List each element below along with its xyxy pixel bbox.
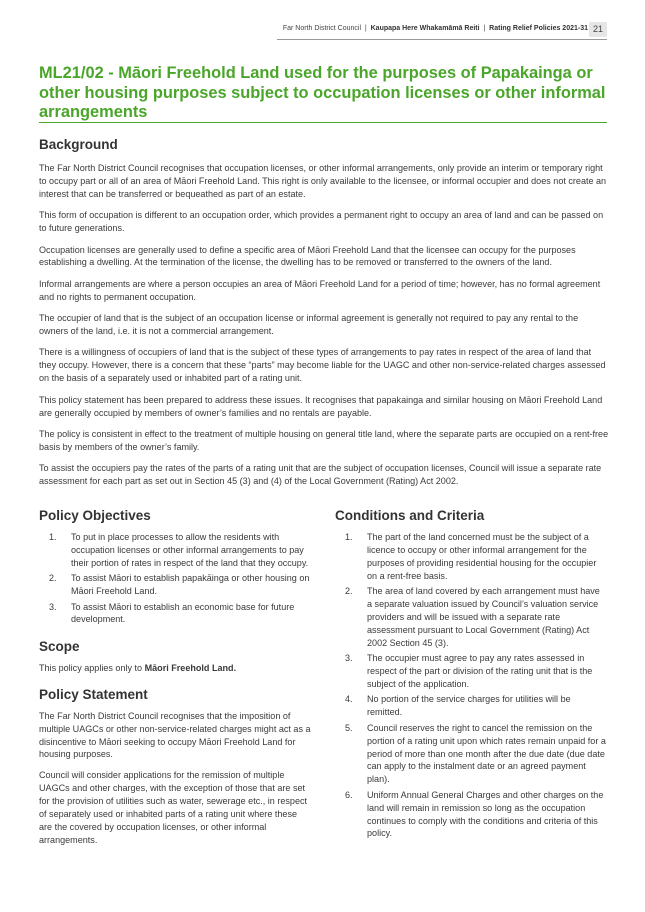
list-item [335, 722, 607, 787]
policy-objectives-heading: Policy Objectives [39, 508, 151, 523]
background-paragraph: To assist the occupiers pay the rates of the parts of a rating unit that are the subject of occupation licenses, Council will issue a separate rate assessment for each part as set out in Section 45 (3) and (4) of the Local Government (Rating) Act 2002. [39, 463, 602, 487]
header-maori-title: Kaupapa Here Whakamāmā Reiti [370, 25, 480, 32]
background-paragraph: The policy is consistent in effect to the treatment of multiple housing on general title land, where the separate parts are occupied on a rent-free basis by members of the owner’s family. [39, 429, 609, 452]
header-separator: | [364, 25, 367, 32]
list-text: Council reserves the right to cancel the remission on the portion of a rating unit upon which rates remain unpaid for a period of more than one month after the due date (due date can apply to the instalment date or an agreed payment plan). [367, 722, 606, 785]
header-text [283, 25, 588, 32]
header-doc-title: Rating Relief Policies 2021-31 [489, 25, 588, 32]
background-heading: Background [39, 137, 118, 152]
background-paragraph: The occupier of land that is the subject of an occupation license or informal agreement is generally not required to pay any rental to the owners of the land, i.e. it is not a commercial arrangement. [39, 313, 579, 337]
list-text: The part of the land concerned must be the subject of a licence to occupy or other informal arrangement for the purposes of providing residential housing for the occupier on a rent-free basis. [367, 532, 597, 581]
policy-statement-paragraph: The Far North District Council recognises that the imposition of multiple UAGCs or other non-service-related charges might act as a disincentive to Māori seeking to occupy Māori Freehold Land for housing purposes. [39, 710, 311, 760]
policy-statement-heading: Policy Statement [39, 686, 148, 702]
list-number: 1. [49, 532, 57, 542]
page-title: ML21/02 - Māori Freehold Land used for the purposes of Papakainga or other housing purposes subject to occupation licenses or other informal arrangements [39, 64, 606, 121]
list-text: To assist Māori to establish papakāinga or other housing on Māori Freehold Land. [71, 573, 310, 597]
list-item [39, 601, 311, 627]
list-text: Uniform Annual General Charges and other charges on the land will remain in remission so long as the occupation continues to comply with the conditions and criteria of this policy. [367, 789, 604, 839]
page-number: 21 [589, 22, 607, 37]
list-item [335, 693, 607, 719]
list-text: The area of land covered by each arrangement must have a separate valuation issued by Council’s valuation service providers and will be issued with a separate rate assessment pursuant to Local Government (Rating) Act 2002 Section 45 (3). [367, 586, 600, 648]
list-item [39, 572, 311, 598]
title-rule [39, 122, 607, 123]
scope-text-prefix: This policy applies only to [39, 662, 145, 673]
header-org: Far North District Council [282, 25, 362, 32]
left-column [39, 508, 311, 855]
right-column [335, 508, 607, 843]
list-item [335, 585, 607, 650]
list-number: 1. [345, 532, 353, 542]
list-text: No portion of the service charges for utilities will be remitted. [367, 694, 571, 718]
list-text: To put in place processes to allow the residents with occupation licenses or other informal arrangements to pay their portion of rates in respect of the land that they occupy. [71, 532, 309, 568]
list-number: 2. [345, 586, 353, 597]
list-item [39, 531, 311, 570]
list-number: 5. [345, 722, 353, 733]
list-item [335, 789, 607, 841]
page-header [0, 22, 645, 40]
scope-text [39, 662, 311, 675]
background-body [39, 162, 609, 497]
background-paragraph: The Far North District Council recognises that occupation licenses, or other informal arrangements, only provide an interim or temporary right to occupy part or all of an area of Māori Freehold Land. This right is only available to the licensee, or informal occupier and does not create an interest that can be transferred or bequeathed as part of an estate. [39, 163, 607, 199]
header-separator: | [483, 25, 486, 32]
background-paragraph: This form of occupation is different to an occupation order, which provides a permanent right to occupy an area of land and can be passed on to future generations. [39, 210, 604, 234]
background-paragraph: There is a willingness of occupiers of land that is the subject of these types of arrangements to pay rates in respect of the area of land that they occupy. However, there is a concern that these “parts” may become liable for the UAGC and other non-service-related charges assessed on the basis of a separately used or inhabited part of a rating unit. [39, 347, 606, 384]
list-item [335, 652, 607, 691]
list-number: 2. [49, 573, 57, 584]
background-paragraph: Occupation licenses are generally used to define a specific area of Māori Freehold Land that the licensee can occupy for the purposes establishing a dwelling. At the termination of the license, the dwelling has to be removed or transferred to the owners of the land. [39, 244, 576, 268]
conditions-heading: Conditions and Criteria [335, 508, 485, 523]
list-item [335, 531, 607, 583]
policy-objectives-list [39, 531, 311, 626]
policy-statement-paragraph: Council will consider applications for the remission of multiple UAGCs and other charges, with the exception of those that are set for the provision of utilities such as water, sewerage etc., in respect of separately used or inhabited parts of a rating unit where these are the covered by occupation licenses, or other informal arrangements. [39, 770, 308, 845]
list-number: 4. [345, 694, 353, 705]
background-paragraph: This policy statement has been prepared to address these issues. It recognises that papakainga and similar housing on Māori Freehold Land are generally occupied by members of owner’s families and no rentals are payable. [39, 394, 603, 418]
list-text: The occupier must agree to pay any rates assessed in respect of the part or division of the rating unit that is the subject of the application. [367, 653, 593, 689]
header-rule [277, 39, 607, 40]
list-number: 3. [345, 653, 353, 664]
list-number: 6. [345, 789, 353, 800]
list-text: To assist Māori to establish an economic base for future development. [71, 601, 295, 625]
conditions-list [335, 531, 607, 840]
scope-text-bold: Māori Freehold Land. [144, 662, 237, 673]
scope-heading: Scope [39, 638, 80, 654]
list-number: 3. [49, 601, 57, 612]
background-paragraph: Informal arrangements are where a person occupies an area of Māori Freehold Land for a period of time; however, has no formal agreement and no rights to permanent occupation. [39, 278, 601, 302]
